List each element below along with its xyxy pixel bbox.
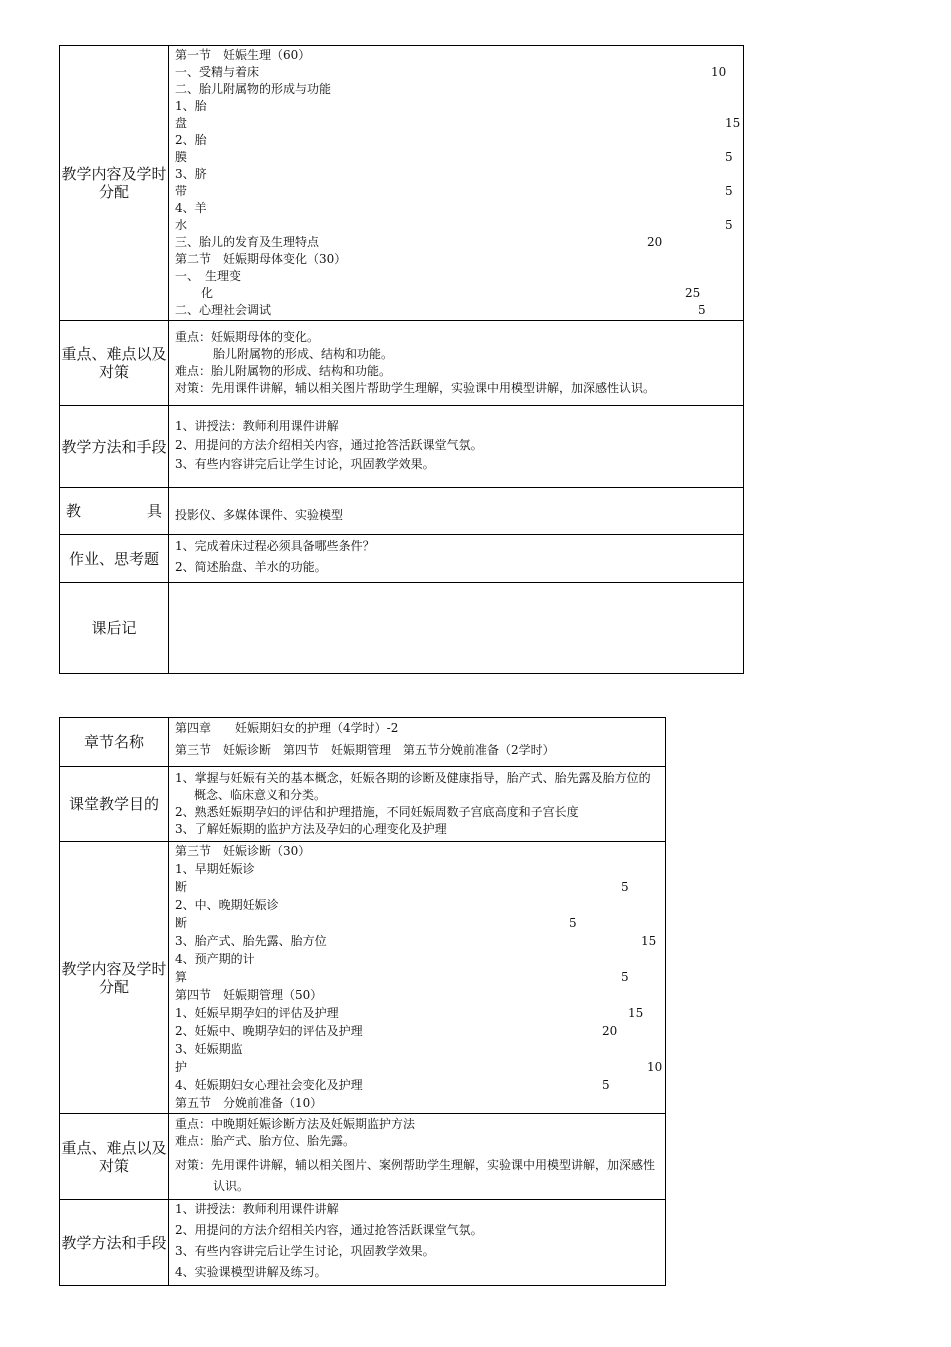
key-point-line: 对策：先用课件讲解，辅以相关图片、案例帮助学生理解，实验课中用模型讲解，加深感性认识。 [175, 1158, 656, 1193]
content-line: 一、 生理变 [175, 269, 242, 283]
content-line: 3、胎产式、胎先露、胎方位 15 [175, 933, 657, 948]
content-line: 2、中、晚期妊娠诊 [175, 897, 279, 912]
content-line: 膜 5 [175, 150, 733, 164]
key-points-header: 重点、难点以及对策 [60, 1114, 169, 1200]
content-line: 第五节 分娩前准备（10） [175, 1095, 323, 1110]
key-point-line: 重点：妊娠期母体的变化。 [175, 330, 320, 344]
content-row [60, 842, 666, 1114]
objectives-row [60, 767, 666, 842]
content-header: 教学内容及学时分配 [60, 46, 169, 321]
content-line: 3、妊娠期监 [175, 1041, 243, 1056]
lesson-plan-table-1 [59, 45, 744, 674]
content-line: 断 5 [175, 915, 577, 930]
key-point-line: 胎儿附属物的形成、结构和功能。 [213, 347, 394, 361]
content-line: 盘 15 [175, 116, 741, 130]
key-point-line: 难点：胎产式、胎方位、胎先露。 [175, 1134, 356, 1148]
homework-header: 作业、思考题 [60, 535, 169, 583]
after-class-header: 课后记 [60, 583, 169, 674]
key-point-line: 对策：先用课件讲解，辅以相关图片帮助学生理解，实验课中用模型讲解，加深感性认识。 [175, 381, 656, 395]
methods-row [60, 406, 744, 488]
methods-cell [169, 406, 744, 488]
content-line: 4、羊 [175, 201, 207, 215]
after-class-cell [169, 583, 744, 674]
key-point-line: 难点：胎儿附属物的形成、结构和功能。 [175, 364, 392, 378]
objective-line: 1、掌握与妊娠有关的基本概念，妊娠各期的诊断及健康指导，胎产式、胎先露及胎方位的概念、临床意义和分类。 [175, 771, 651, 802]
method-line: 3、有些内容讲完后让学生讨论，巩固教学效果。 [175, 457, 435, 471]
homework-row [60, 535, 744, 583]
methods-header: 教学方法和手段 [60, 406, 169, 488]
method-line: 2、用提问的方法介绍相关内容，通过抢答活跃课堂气氛。 [175, 438, 483, 452]
content-cell [169, 46, 744, 321]
content-line: 1、胎 [175, 99, 207, 113]
methods-header: 教学方法和手段 [60, 1200, 169, 1286]
content-line: 2、胎 [175, 133, 207, 147]
key-points-cell [169, 321, 744, 406]
chapter-line: 第三节 妊娠诊断 第四节 妊娠期管理 第五节分娩前准备（2学时） [175, 743, 555, 757]
after-class-row [60, 583, 744, 674]
content-line: 断 5 [175, 879, 629, 894]
homework-line: 2、简述胎盘、羊水的功能。 [175, 559, 327, 574]
content-line: 第四节 妊娠期管理（50） [175, 987, 323, 1002]
homework-line: 1、完成着床过程必须具备哪些条件？ [175, 538, 375, 553]
key-point-line: 重点：中晚期妊娠诊断方法及妊娠期监护方法 [175, 1117, 416, 1131]
objectives-header: 课堂教学目的 [60, 767, 169, 842]
objective-line: 3、了解妊娠期的监护方法及孕妇的心理变化及护理 [175, 822, 447, 836]
method-line: 3、有些内容讲完后让学生讨论，巩固教学效果。 [175, 1243, 435, 1258]
chapter-cell [169, 718, 666, 767]
method-line: 4、实验课模型讲解及练习。 [175, 1264, 327, 1279]
method-line: 1、讲授法：教师利用课件讲解 [175, 1201, 339, 1216]
homework-cell [169, 535, 744, 583]
content-cell [169, 842, 666, 1114]
chapter-line: 第四章 妊娠期妇女的护理（4学时）-2 [175, 721, 399, 735]
key-points-row [60, 321, 744, 406]
content-line: 1、妊娠早期孕妇的评估及护理 15 [175, 1005, 644, 1020]
method-line: 2、用提问的方法介绍相关内容，通过抢答活跃课堂气氛。 [175, 1222, 483, 1237]
tools-cell [169, 488, 744, 535]
methods-cell [169, 1200, 666, 1286]
content-line: 一、受精与着床 10 [175, 65, 727, 79]
tools-header: 教 具 [60, 488, 169, 535]
content-line: 第一节 妊娠生理（60） [175, 48, 311, 62]
method-line: 1、讲授法：教师利用课件讲解 [175, 419, 339, 433]
content-line: 4、妊娠期妇女心理社会变化及护理 5 [175, 1077, 610, 1092]
methods-row [60, 1200, 666, 1286]
content-line: 算 5 [175, 969, 629, 984]
content-line: 第三节 妊娠诊断（30） [175, 843, 311, 858]
content-line: 第二节 妊娠期母体变化（30） [175, 252, 347, 266]
key-points-row [60, 1114, 666, 1200]
content-line: 带 5 [175, 184, 733, 198]
content-line: 1、早期妊娠诊 [175, 861, 255, 876]
content-line: 二、心理社会调试 5 [175, 303, 706, 317]
content-line: 2、妊娠中、晚期孕妇的评估及护理 20 [175, 1023, 618, 1038]
objectives-cell [169, 767, 666, 842]
chapter-header: 章节名称 [60, 718, 169, 767]
objective-line: 2、熟悉妊娠期孕妇的评估和护理措施，不同妊娠周数子宫底高度和子宫长度 [175, 805, 579, 819]
content-line: 三、胎儿的发育及生理特点 20 [175, 235, 663, 249]
key-points-header: 重点、难点以及对策 [60, 321, 169, 406]
tools-text: 投影仪、多媒体课件、实验模型 [175, 507, 344, 522]
content-line: 化 25 [201, 286, 701, 300]
content-line: 水 5 [175, 218, 733, 232]
content-header: 教学内容及学时分配 [60, 842, 169, 1114]
content-row [60, 46, 744, 321]
chapter-row [60, 718, 666, 767]
content-line: 4、预产期的计 [175, 951, 255, 966]
content-line: 二、胎儿附属物的形成与功能 [175, 82, 332, 96]
key-points-cell [169, 1114, 666, 1200]
tools-row [60, 488, 744, 535]
lesson-plan-table-2 [59, 717, 666, 1286]
content-line: 3、脐 [175, 167, 207, 181]
content-line: 护 10 [175, 1059, 663, 1074]
